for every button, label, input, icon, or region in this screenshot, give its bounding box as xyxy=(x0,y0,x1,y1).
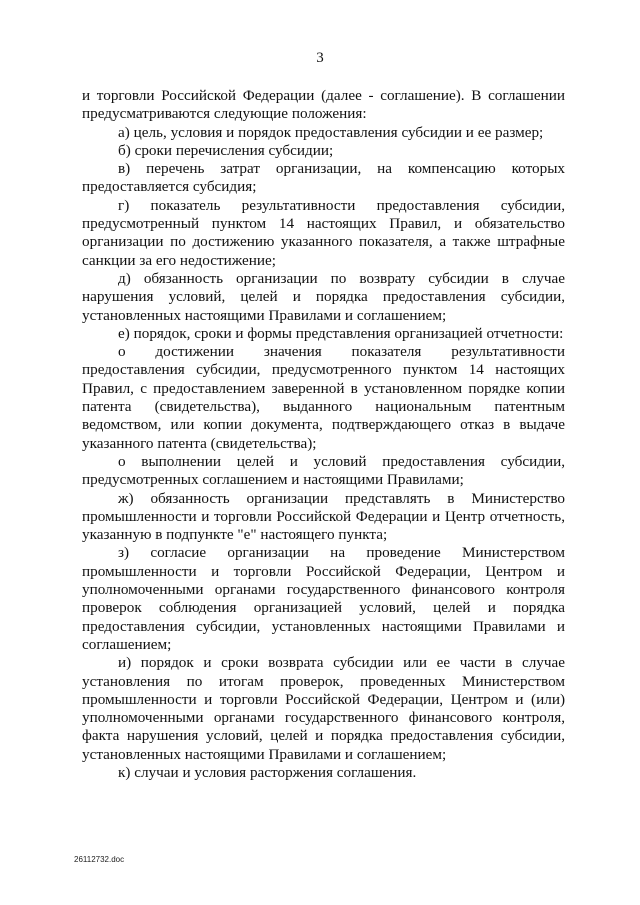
page-number: 3 xyxy=(316,50,324,66)
paragraph: г) показатель результативности предоставления субсидии, предусмотренный пунктом 14 настоящих Правил, и обязательство организации по достижению указанного показателя, а также штрафные санкции за его недостижение; xyxy=(82,196,565,269)
paragraph: и) порядок и сроки возврата субсидии или ее части в случае установления по итогам проверок, проведенных Министерством промышленности и торговли Российской Федерации, Центром и (или) уполномоченными органами государственного финансового контроля, факта нарушения условий, целей и порядка предоставления субсидии, установленных настоящими Правилами и соглашением; xyxy=(82,654,565,763)
paragraph: е) порядок, сроки и формы представления организацией отчетности: xyxy=(118,324,564,342)
paragraph: ж) обязанность организации представлять в Министерство промышленности и торговли Российской Федерации и Центр отчетность, указанную в подпункте "е" настоящего пункта; xyxy=(82,489,565,544)
file-name-footer: 26112732.doc xyxy=(74,855,125,864)
paragraph: о достижении значения показателя результативности предоставления субсидии, предусмотренного пунктом 14 настоящих Правил, с предоставлением заверенной в установленном порядке копии патента (свидетельства), выданного национальным патентным ведомством, или копии документа, подтверждающего отказ в выдаче указанного патента (свидетельства); xyxy=(82,343,565,452)
paragraph: а) цель, условия и порядок предоставления субсидии и ее размер; xyxy=(118,123,544,141)
paragraph: о выполнении целей и условий предоставления субсидии, предусмотренных соглашением и настоящими Правилами; xyxy=(82,452,565,489)
paragraph: д) обязанность организации по возврату субсидии в случае нарушения условий, целей и порядка предоставления субсидии, установленных настоящими Правилами и соглашением; xyxy=(82,269,565,324)
document-body xyxy=(82,87,565,782)
paragraph: в) перечень затрат организации, на компенсацию которых предоставляется субсидия; xyxy=(82,160,565,196)
paragraph: и торговли Российской Федерации (далее - соглашение). В соглашении предусматриваются следующие положения: xyxy=(82,87,565,123)
paragraph: к) случаи и условия расторжения соглашения. xyxy=(118,763,417,781)
paragraph: б) сроки перечисления субсидии; xyxy=(118,141,334,159)
paragraph: з) согласие организации на проведение Министерством промышленности и торговли Российской Федерации, Центром и уполномоченными органами государственного финансового контроля проверок соблюдения организацией условий, целей и порядка предоставления субсидии, установленных настоящими Правилами и соглашением; xyxy=(82,544,565,653)
